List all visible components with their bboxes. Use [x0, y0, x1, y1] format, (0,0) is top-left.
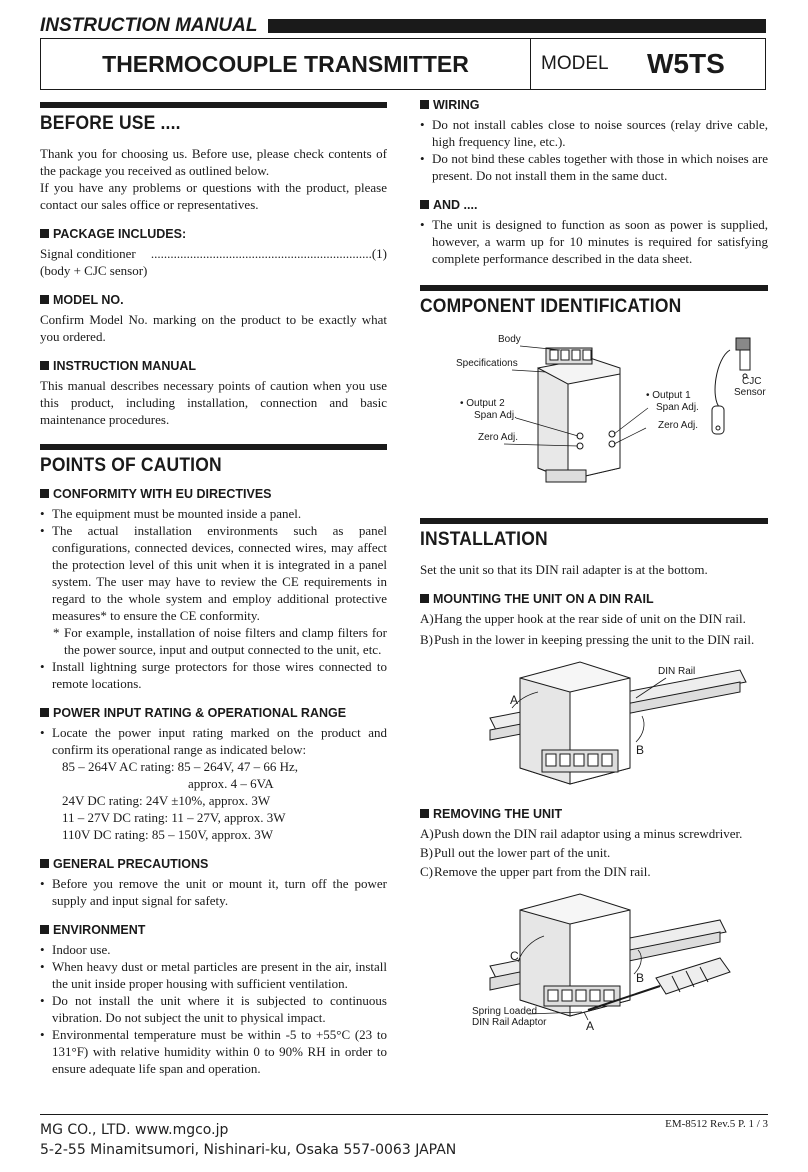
power-24: 24V DC rating: 24V ±10%, approx. 3W [62, 793, 271, 808]
label-body: Body [498, 334, 521, 345]
list-item: • Indoor use. [40, 941, 387, 958]
list-item: • Do not install cables close to noise sources (relay drive cable, high frequency line, etc.). [420, 116, 768, 150]
list-item: • The equipment must be mounted inside a panel. [40, 505, 387, 522]
remove-step-a: A) Push down the DIN rail adaptor using a minus screwdriver. [420, 826, 743, 841]
label-spring-loaded: Spring Loaded [472, 1006, 538, 1017]
label-a: A [510, 693, 519, 707]
and-title: AND .... [420, 198, 768, 212]
list-item: • Do not install the unit where it is subjected to continuous vibration. Do not subject the unit to physical impact. [40, 992, 387, 1026]
eu-list [40, 505, 387, 624]
wiring-title: WIRING [420, 98, 768, 112]
intro-text-2: If you have any problems or questions with the product, please contact our sales office or representatives. [40, 180, 387, 212]
list-item: • The unit is designed to function as soon as power is supplied, however, a warm up for 10 minutes is required for satisfying complete performance described in the data sheet. [420, 216, 768, 267]
label-a: A [586, 1019, 595, 1033]
manual-label: INSTRUCTION MANUAL [40, 16, 263, 36]
env-title: ENVIRONMENT [40, 923, 387, 937]
general-title: GENERAL PRECAUTIONS [40, 857, 387, 871]
package-qty: (1) [371, 246, 387, 261]
model-code: W5TS [647, 48, 725, 79]
package-title: PACKAGE INCLUDES: [40, 227, 387, 241]
manual-title: INSTRUCTION MANUAL [40, 359, 387, 373]
installation-intro: Set the unit so that its DIN rail adapter is at the bottom. [420, 562, 708, 577]
mount-title: MOUNTING THE UNIT ON A DIN RAIL [420, 592, 768, 606]
env-list [40, 941, 387, 1077]
right-column [420, 98, 768, 1037]
model-no-title: MODEL NO. [40, 293, 387, 307]
label-zero-adj-1: Zero Adj. [658, 420, 699, 431]
eu-note: * For example, installation of noise filters and clamp filters for the power source, input and output connected to the unit, etc. [40, 624, 387, 658]
power-110: 110V DC rating: 85 – 150V, approx. 3W [62, 827, 273, 842]
label-din-rail-adaptor: DIN Rail Adaptor [472, 1017, 547, 1028]
label-specifications: Specifications [456, 358, 518, 369]
title-box [40, 38, 766, 90]
section-rule [40, 102, 387, 108]
section-rule [420, 285, 768, 291]
list-item: • When heavy dust or metal particles are present in the air, install the unit inside proper housing with sufficient ventilation. [40, 958, 387, 992]
list-item: • Install lightning surge protectors for those wires connected to remote locations. [40, 658, 387, 692]
mount-step-b: B) Push in the lower in keeping pressing the unit to the DIN rail. [420, 632, 755, 647]
component-diagram [420, 328, 768, 493]
remove-title: REMOVING THE UNIT [420, 807, 768, 821]
before-use-title: BEFORE USE .... [40, 113, 181, 134]
label-din-rail: DIN Rail [658, 666, 696, 677]
power-title: POWER INPUT RATING & OPERATIONAL RANGE [40, 706, 387, 720]
label-cjc: CJC [742, 376, 762, 387]
label-b: B [636, 971, 645, 985]
label-span-adj-1: Span Adj. [656, 402, 699, 413]
intro-text-1: Thank you for choosing us. Before use, please check contents of the package you received as outlined below. [40, 146, 387, 178]
address-line: 5-2-55 Minamitsumori, Nishinari-ku, Osaka 557-0063 JAPAN [40, 1142, 457, 1158]
label-span-adj-2: Span Adj. [474, 410, 517, 421]
power-ac: 85 – 264V AC rating: 85 – 264V, 47 – 66 Hz, [62, 759, 299, 774]
label-zero-adj-2: Zero Adj. [478, 432, 519, 443]
model-label: MODEL [541, 53, 609, 74]
unit-body-graphic [538, 348, 620, 482]
model-no-text: Confirm Model No. marking on the product to be exactly what you ordered. [40, 312, 387, 344]
mount-step-a: A) Hang the upper hook at the rear side of unit on the DIN rail. [420, 611, 746, 626]
remove-step-b: B) Pull out the lower part of the unit. [420, 845, 611, 860]
caution-title: POINTS OF CAUTION [40, 455, 222, 476]
remove-step-c: C) Remove the upper part from the DIN rail. [420, 864, 651, 879]
section-rule [420, 518, 768, 524]
header-rule [268, 19, 766, 33]
list-item: • Do not bind these cables together with those in which noises are present. Do not install them in the same duct. [420, 150, 768, 184]
label-c: C [510, 949, 519, 963]
label-b: B [636, 743, 645, 757]
list-item: • Before you remove the unit or mount it, turn off the power supply and input signal for safety. [40, 875, 387, 909]
label-output1: • Output 1 [646, 390, 691, 401]
remove-figure [420, 880, 768, 1032]
doc-ref: EM-8512 Rev.5 P. 1 / 3 [665, 1118, 768, 1130]
manual-header-bar [40, 16, 766, 36]
footer-rule [40, 1114, 768, 1115]
mount-figure [420, 648, 768, 798]
page-title: THERMOCOUPLE TRANSMITTER [41, 39, 531, 89]
list-item: • Locate the power input rating marked on the product and confirm its operational range as indicated below: [40, 724, 387, 758]
manual-text: This manual describes necessary points of caution when you use this product, including installation, connection and basic maintenance procedures. [40, 378, 387, 427]
installation-title: INSTALLATION [420, 529, 548, 550]
label-sensor: Sensor [734, 387, 766, 398]
dot-leader: .................................................................... [150, 246, 372, 261]
power-11: 11 – 27V DC rating: 11 – 27V, approx. 3W [62, 810, 286, 825]
company-line: MG CO., LTD. www.mgco.jp [40, 1122, 229, 1138]
list-item: • Environmental temperature must be within -5 to +55°C (23 to 131°F) with relative humidity within 0 to 90% RH in order to ensure adequate life span and operation. [40, 1026, 387, 1077]
package-item: Signal conditioner (body + CJC sensor) [40, 246, 148, 278]
label-output2: • Output 2 [460, 398, 505, 409]
footer-company [40, 1120, 456, 1160]
package-item-row [40, 245, 387, 279]
section-rule [40, 444, 387, 450]
eu-title: CONFORMITY WITH EU DIRECTIVES [40, 487, 387, 501]
list-item: • The actual installation environments such as panel configurations, connected devices, connected wires, may affect the protection level of this unit when it is integrated in a panel system. The user may have to review the CE requirements in regard to the whole system and employ additional protective measures* to ensure the CE conformity. [40, 522, 387, 624]
left-column [40, 102, 387, 1077]
components-title: COMPONENT IDENTIFICATION [420, 296, 682, 317]
power-ac2: approx. 4 – 6VA [188, 776, 274, 791]
